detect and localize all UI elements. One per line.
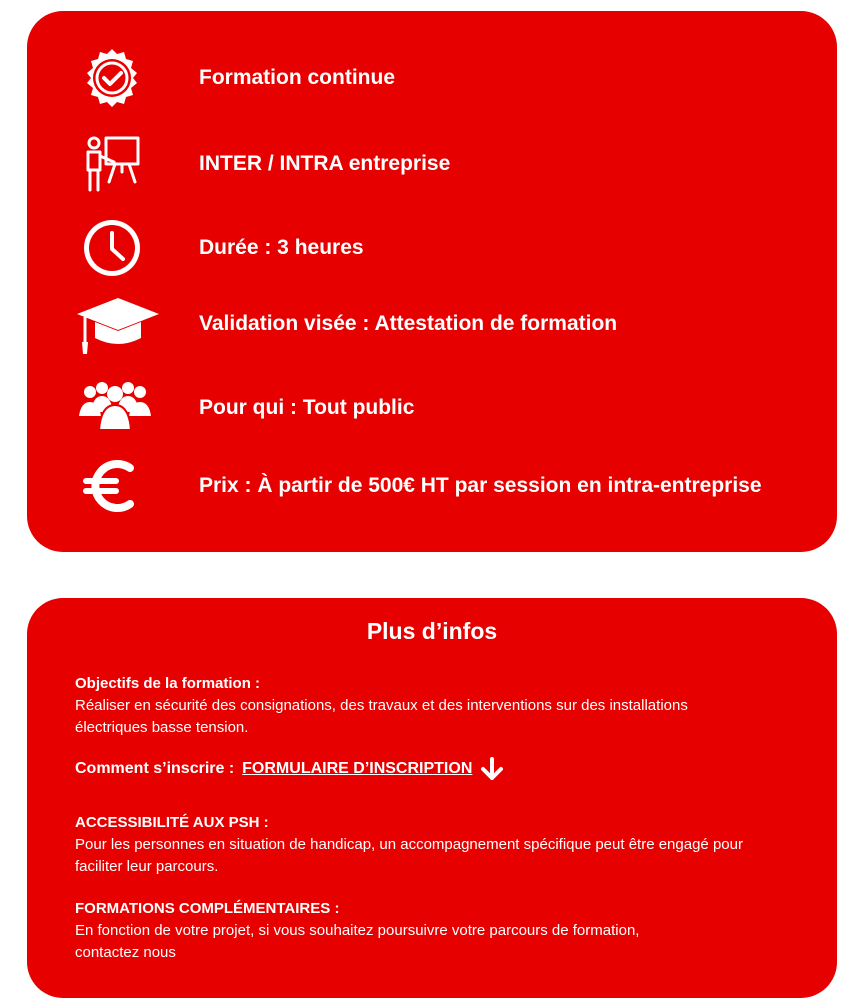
objectives-section: [75, 673, 805, 739]
feature-label: Durée : 3 heures: [199, 236, 364, 259]
complementary-heading: FORMATIONS COMPLÉMENTAIRES :: [75, 900, 340, 917]
accessibility-text-line: faciliter leur parcours.: [75, 858, 219, 875]
signup-form-link[interactable]: FORMULAIRE D’INSCRIPTION: [242, 760, 473, 777]
graduation-cap-icon: [73, 289, 163, 359]
objectives-text-line: Réaliser en sécurité des consignations, des travaux et des interventions sur des installations: [75, 697, 688, 714]
accessibility-heading: ACCESSIBILITÉ AUX PSH :: [75, 814, 269, 831]
objectives-text-line: électriques basse tension.: [75, 719, 249, 736]
feature-duree: [27, 213, 837, 283]
accessibility-text-line: Pour les personnes en situation de handicap, un accompagnement spécifique peut être engagé pour: [75, 836, 743, 853]
complementary-section: [75, 898, 805, 964]
euro-icon: [77, 451, 147, 521]
feature-formation-continue: [27, 43, 837, 113]
feature-inter-intra: [27, 129, 837, 199]
feature-prix: [27, 451, 837, 521]
feature-label: Pour qui : Tout public: [199, 396, 415, 419]
accessibility-section: [75, 812, 805, 878]
feature-label: Validation visée : Attestation de formation: [199, 312, 618, 335]
group-people-icon: [75, 373, 155, 443]
objectives-heading: Objectifs de la formation :: [75, 675, 261, 692]
training-summary-card: [27, 11, 837, 552]
complementary-text-line: contactez nous: [75, 944, 176, 961]
feature-label: Formation continue: [199, 66, 395, 89]
feature-label: INTER / INTRA entreprise: [199, 152, 451, 175]
arrow-down-icon[interactable]: [480, 756, 504, 782]
more-info-card: [27, 598, 837, 998]
feature-label: Prix : À partir de 500€ HT par session en intra-entreprise: [199, 474, 762, 497]
trainer-presentation-icon: [77, 129, 147, 199]
feature-pour-qui: [27, 373, 837, 443]
more-info-title: Plus d’infos: [366, 618, 498, 644]
clock-icon: [77, 213, 147, 283]
signup-label: Comment s’inscrire :: [75, 760, 235, 777]
signup-row: [75, 756, 504, 782]
certificate-badge-icon: [77, 43, 147, 113]
complementary-text-line: En fonction de votre projet, si vous souhaitez poursuivre votre parcours de formation,: [75, 922, 640, 939]
feature-validation: [27, 289, 837, 359]
